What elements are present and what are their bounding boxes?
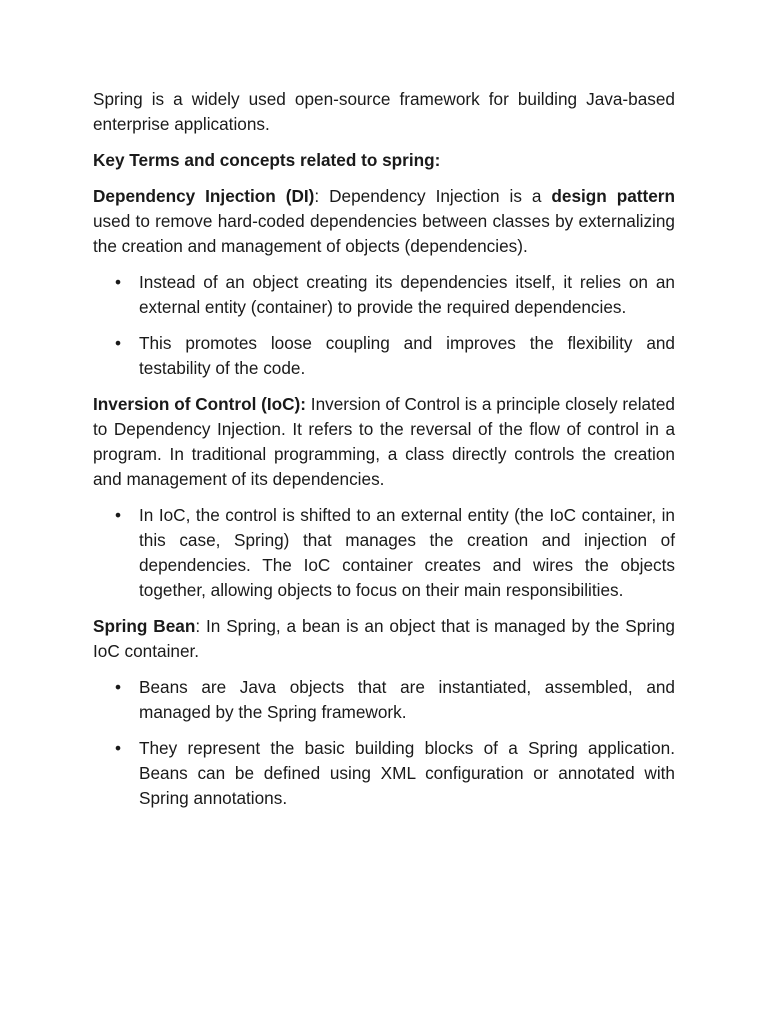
ioc-bullet-list <box>93 503 675 603</box>
key-terms-heading-text: Key Terms and concepts related to spring: <box>93 150 441 170</box>
di-term: Dependency Injection (DI) <box>93 186 315 206</box>
di-bullet-list <box>93 270 675 381</box>
list-item <box>114 675 675 725</box>
list-item-text: They represent the basic building blocks of a Spring application. Beans can be defined using XML configuration or annotated with Spring annotations. <box>139 738 675 808</box>
list-item-text: In IoC, the control is shifted to an external entity (the IoC container, in this case, Spring) that manages the creation and injection of dependencies. The IoC container creates and wires the objects together, allowing objects to focus on their main responsibilities. <box>139 505 675 600</box>
list-item-text: Instead of an object creating its dependencies itself, it relies on an external entity (container) to provide the required dependencies. <box>139 272 675 317</box>
list-item <box>114 503 675 603</box>
bullet-icon: • <box>114 677 122 697</box>
ioc-paragraph <box>93 392 675 492</box>
list-item <box>114 736 675 811</box>
list-item-text: This promotes loose coupling and improves the flexibility and testability of the code. <box>139 333 675 378</box>
bullet-icon: • <box>114 738 122 758</box>
di-text-before: Dependency Injection is a <box>319 186 552 206</box>
bullet-icon: • <box>114 505 122 525</box>
intro-text: Spring is a widely used open-source framework for building Java-based enterprise applications. <box>93 89 675 134</box>
di-design-pattern: design pattern <box>551 186 675 206</box>
document-body <box>93 87 675 822</box>
ioc-text: Inversion of Control is a principle closely related to Dependency Injection. It refers to the reversal of the flow of control in a program. In traditional programming, a class directly controls the creation and management of its dependencies. <box>93 394 675 489</box>
list-item <box>114 331 675 381</box>
bullet-icon: • <box>114 272 122 292</box>
bean-text: : In Spring, a bean is an object that is managed by the Spring IoC container. <box>93 616 675 661</box>
ioc-term: Inversion of Control (IoC): <box>93 394 306 414</box>
di-paragraph <box>93 184 675 259</box>
key-terms-heading <box>93 148 675 173</box>
bullet-icon: • <box>114 333 122 353</box>
bean-bullet-list <box>93 675 675 811</box>
di-text-after: used to remove hard-coded dependencies between classes by externalizing the creation and management of objects (dependencies). <box>93 211 675 256</box>
list-item-text: Beans are Java objects that are instantiated, assembled, and managed by the Spring framework. <box>139 677 675 722</box>
list-item <box>114 270 675 320</box>
bean-term: Spring Bean <box>93 616 196 636</box>
intro-paragraph <box>93 87 675 137</box>
bean-paragraph <box>93 614 675 664</box>
di-separator: : <box>314 186 320 206</box>
